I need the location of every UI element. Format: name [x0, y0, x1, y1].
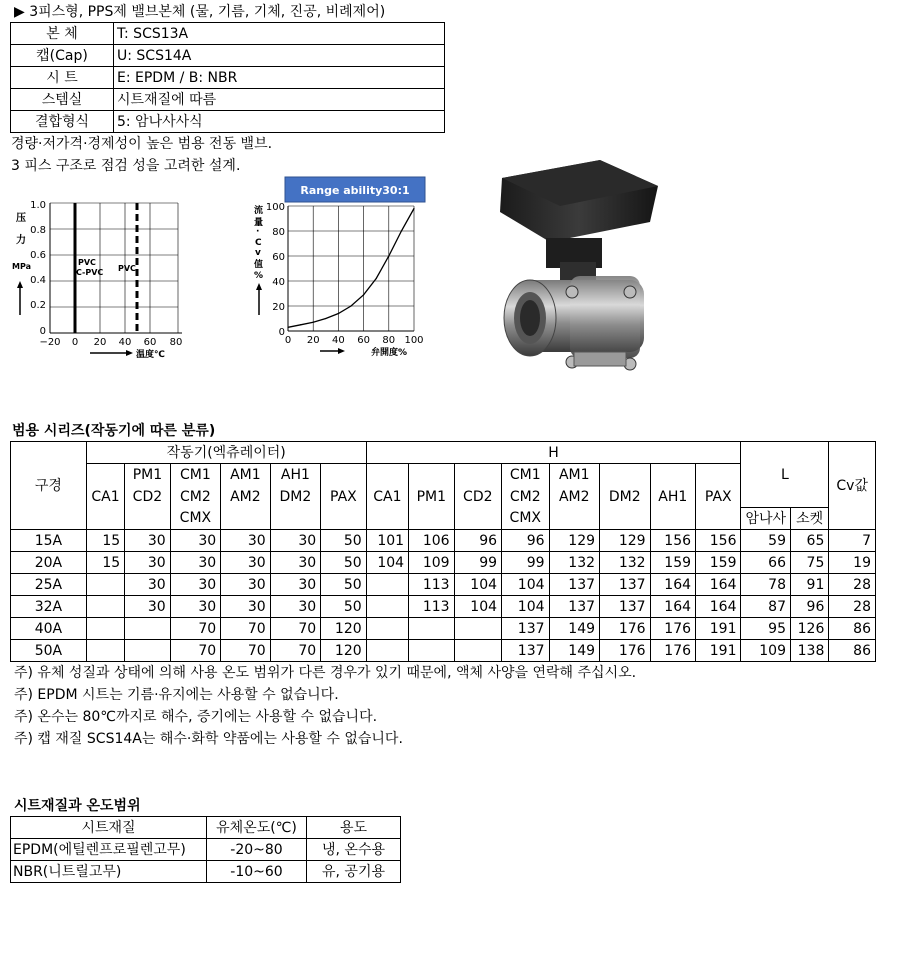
- cv-cell: 28: [829, 574, 876, 596]
- height-cell: 191: [696, 640, 741, 662]
- flow-characteristic-chart: [248, 175, 438, 365]
- series-col-header: DM2: [600, 486, 651, 508]
- series-col-header: CMX: [502, 508, 549, 530]
- spec-label: 본 체: [11, 23, 114, 45]
- range-ability-label: Range ability30:1: [300, 184, 410, 197]
- series-col-header: [600, 464, 651, 486]
- flow-xtick: 80: [382, 335, 396, 346]
- actuator-weight-cell: [86, 596, 124, 618]
- seat-table: [10, 816, 401, 883]
- spec-label: 캡(Cap): [11, 45, 114, 67]
- series-col-header: [86, 508, 124, 530]
- flow-point: [325, 318, 326, 319]
- length-cell: 138: [790, 640, 828, 662]
- length-cell: 65: [790, 530, 828, 552]
- height-cell: 137: [502, 618, 549, 640]
- actuator-weight-cell: 15: [86, 530, 124, 552]
- series-col-header: [321, 464, 366, 486]
- height-cell: 164: [696, 596, 741, 618]
- height-cell: 137: [600, 574, 651, 596]
- pt-xlabel: 温度℃: [136, 350, 165, 360]
- spec-value: 5: 암나사사식: [114, 111, 445, 133]
- height-cell: 149: [549, 618, 600, 640]
- flow-point: [376, 278, 377, 279]
- height-cell: [409, 640, 454, 662]
- spec-row: [11, 45, 445, 67]
- actuator-weight-cell: 30: [221, 596, 271, 618]
- valve-product-image: [490, 150, 670, 385]
- col-bore: 구경: [11, 442, 87, 530]
- pt-ytick: 0: [39, 326, 46, 337]
- length-cell: 126: [790, 618, 828, 640]
- actuator-weight-cell: 70: [170, 640, 221, 662]
- col-l-socket: 소켓: [790, 508, 828, 530]
- spec-label: 결합형식: [11, 111, 114, 133]
- spec-label: 스템실: [11, 89, 114, 111]
- height-cell: [409, 618, 454, 640]
- pt-ytick: 1.0: [30, 200, 46, 211]
- height-cell: 104: [366, 552, 408, 574]
- pt-yunit: MPa: [12, 262, 32, 271]
- series-col-header: [221, 508, 271, 530]
- spec-row: [11, 111, 445, 133]
- height-cell: 164: [650, 574, 695, 596]
- spec-value: U: SCS14A: [114, 45, 445, 67]
- series-col-header: [366, 508, 408, 530]
- cv-cell: 7: [829, 530, 876, 552]
- height-cell: [366, 596, 408, 618]
- height-cell: 104: [502, 596, 549, 618]
- actuator-weight-cell: 70: [270, 640, 321, 662]
- pt-ytick: 0.4: [30, 275, 46, 286]
- height-cell: 149: [549, 640, 600, 662]
- length-cell: 91: [790, 574, 828, 596]
- spec-label: 시 트: [11, 67, 114, 89]
- bore-cell: 40A: [11, 618, 87, 640]
- actuator-weight-cell: 70: [270, 618, 321, 640]
- flow-ylabel-char: 流: [254, 206, 264, 216]
- flow-point: [313, 322, 314, 323]
- actuator-weight-cell: 120: [321, 618, 366, 640]
- pt-yarrow-head: [17, 281, 23, 288]
- seat-temp: -20~80: [207, 839, 307, 861]
- height-cell: 156: [650, 530, 695, 552]
- height-cell: 156: [696, 530, 741, 552]
- seat-header: 시트재질: [11, 817, 207, 839]
- spec-row: [11, 67, 445, 89]
- flow-ytick: 60: [272, 252, 285, 263]
- flow-xtick: 60: [357, 335, 370, 346]
- cv-cell: 28: [829, 596, 876, 618]
- spec-row: [11, 89, 445, 111]
- series-col-header: [650, 464, 695, 486]
- actuator-weight-cell: 50: [321, 552, 366, 574]
- spec-row: [11, 23, 445, 45]
- series-col-header: CM2: [502, 486, 549, 508]
- seat-material: NBR(니트릴고무): [11, 861, 207, 883]
- note-line: 주) 온수는 80℃까지로 해수, 증기에는 사용할 수 없습니다.: [14, 709, 378, 725]
- pt-xarrow-head: [126, 350, 133, 356]
- spec-value: E: EPDM / B: NBR: [114, 67, 445, 89]
- actuator-weight-cell: 70: [221, 640, 271, 662]
- actuator-weight-cell: 70: [221, 618, 271, 640]
- height-cell: 113: [409, 596, 454, 618]
- bore-cell: 15A: [11, 530, 87, 552]
- height-cell: 137: [549, 574, 600, 596]
- pt-xtick: 80: [169, 337, 183, 348]
- height-cell: 104: [502, 574, 549, 596]
- height-cell: 109: [409, 552, 454, 574]
- pt-ylabel-char: 力: [16, 235, 26, 246]
- height-cell: 176: [650, 618, 695, 640]
- actuator-weight-cell: [125, 640, 170, 662]
- flow-point: [287, 327, 288, 328]
- series-col-header: PAX: [696, 486, 741, 508]
- description-line: 3 피스 구조로 점검 성을 고려한 설계.: [11, 158, 241, 174]
- spec-value: 시트재질에 따름: [114, 89, 445, 111]
- series-col-header: [454, 464, 501, 486]
- group-actuator: 작동기(엑츄레이터): [86, 442, 366, 464]
- series-col-header: AH1: [270, 464, 321, 486]
- spec-value: T: SCS13A: [114, 23, 445, 45]
- height-cell: 113: [409, 574, 454, 596]
- pt-xtick: 60: [143, 337, 157, 348]
- height-cell: 137: [600, 596, 651, 618]
- length-cell: 109: [741, 640, 791, 662]
- seat-row: [11, 839, 401, 861]
- height-cell: 164: [650, 596, 695, 618]
- series-col-header: [650, 508, 695, 530]
- height-cell: 176: [600, 640, 651, 662]
- series-col-header: [321, 508, 366, 530]
- height-cell: 176: [600, 618, 651, 640]
- actuator-weight-cell: [86, 618, 124, 640]
- flow-ylabel-char: 值: [254, 260, 264, 270]
- actuator-weight-cell: 50: [321, 530, 366, 552]
- series-col-header: [409, 464, 454, 486]
- flow-point: [350, 305, 351, 306]
- height-cell: [366, 618, 408, 640]
- seat-material: EPDM(에틸렌프로필렌고무): [11, 839, 207, 861]
- pressure-temperature-chart: [10, 195, 200, 365]
- actuator-weight-cell: 70: [170, 618, 221, 640]
- actuator-weight-cell: 120: [321, 640, 366, 662]
- height-cell: 191: [696, 618, 741, 640]
- series-col-header: [454, 508, 501, 530]
- series-col-header: AM2: [549, 486, 600, 508]
- series-col-header: [86, 464, 124, 486]
- length-cell: 78: [741, 574, 791, 596]
- height-cell: 106: [409, 530, 454, 552]
- valve-bottom-flange: [574, 352, 626, 366]
- flow-point: [363, 294, 364, 295]
- flow-xtick: 20: [306, 335, 320, 346]
- series-header-row: [11, 442, 876, 464]
- series-row: [11, 530, 876, 552]
- height-cell: 129: [600, 530, 651, 552]
- cv-cell: 86: [829, 640, 876, 662]
- actuator-weight-cell: 30: [125, 596, 170, 618]
- series-table: [10, 441, 876, 662]
- actuator-weight-cell: 30: [270, 596, 321, 618]
- actuator-weight-cell: [125, 618, 170, 640]
- length-cell: 87: [741, 596, 791, 618]
- series-col-header: AM1: [549, 464, 600, 486]
- flow-curve: [288, 209, 414, 328]
- actuator-weight-cell: 50: [321, 596, 366, 618]
- note-line: 주) 유체 성질과 상태에 의해 사용 온도 범위가 다른 경우가 있기 때문에, 액체 사양을 연락해 주십시오.: [14, 665, 637, 681]
- series-col-header: CMX: [170, 508, 221, 530]
- flow-ytick: 80: [272, 227, 285, 238]
- series-row: [11, 640, 876, 662]
- bore-cell: 20A: [11, 552, 87, 574]
- pt-xtick: −20: [39, 337, 61, 348]
- pt-xtick: 40: [118, 337, 132, 348]
- flow-ylabel-char: v: [255, 248, 261, 258]
- series-col-header: AM2: [221, 486, 271, 508]
- series-row: [11, 552, 876, 574]
- flow-xtick: 40: [332, 335, 345, 346]
- seat-use: 냉, 온수용: [307, 839, 401, 861]
- length-cell: 96: [790, 596, 828, 618]
- height-cell: 164: [696, 574, 741, 596]
- actuator-weight-cell: 15: [86, 552, 124, 574]
- height-cell: [366, 574, 408, 596]
- bolt: [624, 286, 636, 298]
- height-cell: 132: [549, 552, 600, 574]
- seat-header: 용도: [307, 817, 401, 839]
- pt-ytick: 0.2: [30, 300, 46, 311]
- height-cell: [366, 640, 408, 662]
- series-col-header: DM2: [270, 486, 321, 508]
- flow-xtick: 100: [404, 335, 424, 346]
- series-col-header: [549, 508, 600, 530]
- length-cell: 66: [741, 552, 791, 574]
- height-cell: 104: [454, 596, 501, 618]
- length-cell: 75: [790, 552, 828, 574]
- flow-xarrow-head: [338, 348, 345, 354]
- actuator-weight-cell: 50: [321, 574, 366, 596]
- height-cell: 159: [696, 552, 741, 574]
- series-row: [11, 596, 876, 618]
- height-cell: 104: [454, 574, 501, 596]
- series-col-header: AM1: [221, 464, 271, 486]
- note-line: 주) EPDM 시트는 기름·유지에는 사용할 수 없습니다.: [14, 687, 339, 703]
- actuator-weight-cell: 30: [170, 530, 221, 552]
- series-section-title: 범용 시리즈(작동기에 따른 분류): [12, 423, 216, 439]
- seat-section-title: 시트재질과 온도범위: [14, 798, 141, 814]
- seat-row: [11, 861, 401, 883]
- group-l: L: [741, 442, 829, 508]
- actuator-weight-cell: 30: [221, 530, 271, 552]
- height-cell: 101: [366, 530, 408, 552]
- height-cell: [454, 640, 501, 662]
- col-cv: Cv값: [829, 442, 876, 530]
- seat-temp: -10~60: [207, 861, 307, 883]
- flow-ytick: 20: [272, 302, 285, 313]
- series-col-header: CA1: [366, 486, 408, 508]
- series-row: [11, 618, 876, 640]
- bore-cell: 50A: [11, 640, 87, 662]
- flow-ytick: 40: [272, 277, 285, 288]
- series-col-header: PAX: [321, 486, 366, 508]
- length-cell: 59: [741, 530, 791, 552]
- group-h: H: [366, 442, 741, 464]
- pt-ytick: 0.6: [30, 250, 46, 261]
- height-cell: [454, 618, 501, 640]
- bolt: [566, 286, 578, 298]
- height-cell: 96: [502, 530, 549, 552]
- spec-table: [10, 22, 445, 133]
- height-cell: 176: [650, 640, 695, 662]
- flow-ylabel-char: 量: [254, 218, 264, 228]
- height-cell: 96: [454, 530, 501, 552]
- actuator-weight-cell: 30: [170, 574, 221, 596]
- page-title: ▶ 3피스형, PPS제 밸브본체 (물, 기름, 기체, 진공, 비례제어): [14, 4, 386, 20]
- flow-ylabel-char: C: [255, 238, 262, 248]
- actuator-weight-cell: 30: [221, 552, 271, 574]
- seat-use: 유, 공기용: [307, 861, 401, 883]
- pt-label-cpvc: C-PVC: [76, 268, 104, 277]
- series-col-header: [125, 508, 170, 530]
- series-col-header: [366, 464, 408, 486]
- pt-ylabel-char: 压: [16, 213, 26, 224]
- series-row: [11, 574, 876, 596]
- pt-grid: [50, 203, 178, 333]
- actuator-weight-cell: 30: [125, 552, 170, 574]
- series-col-header: CD2: [454, 486, 501, 508]
- flow-point: [413, 208, 414, 209]
- series-col-header: CA1: [86, 486, 124, 508]
- series-header-row: [11, 508, 876, 530]
- cv-cell: 86: [829, 618, 876, 640]
- actuator-weight-cell: [86, 640, 124, 662]
- flow-point: [338, 313, 339, 314]
- height-cell: 137: [502, 640, 549, 662]
- col-l-female: 암나사: [741, 508, 791, 530]
- height-cell: 159: [650, 552, 695, 574]
- series-col-header: [696, 508, 741, 530]
- valve-port-inner: [520, 300, 540, 336]
- actuator-weight-cell: 30: [221, 574, 271, 596]
- pt-label-pvc2: PVC: [118, 264, 136, 273]
- flow-ylabel-char: ·: [256, 227, 260, 237]
- actuator-weight-cell: 30: [270, 552, 321, 574]
- flow-point: [300, 324, 301, 325]
- series-col-header: CM1: [170, 464, 221, 486]
- pt-xtick: 0: [71, 337, 79, 348]
- pt-label-pvc: PVC: [78, 258, 96, 267]
- actuator-weight-cell: 30: [270, 574, 321, 596]
- bore-cell: 25A: [11, 574, 87, 596]
- flow-xlabel: 弁開度%: [371, 348, 408, 358]
- actuator-weight-cell: 30: [125, 530, 170, 552]
- height-cell: 132: [600, 552, 651, 574]
- flow-ylabel-char: %: [254, 271, 264, 281]
- actuator-weight-cell: 30: [270, 530, 321, 552]
- height-cell: 99: [454, 552, 501, 574]
- series-col-header: [270, 508, 321, 530]
- description-line: 경량·저가격·경제성이 높은 범용 전동 밸브.: [11, 136, 273, 152]
- flow-yarrow-head: [256, 283, 262, 290]
- height-cell: 137: [549, 596, 600, 618]
- note-line: 주) 캡 재질 SCS14A는 해수·화학 약품에는 사용할 수 없습니다.: [14, 731, 403, 747]
- series-col-header: CD2: [125, 486, 170, 508]
- flow-point: [388, 255, 389, 256]
- actuator-weight-cell: 30: [170, 552, 221, 574]
- flow-point: [401, 230, 402, 231]
- series-col-header: CM1: [502, 464, 549, 486]
- pt-xtick: 20: [93, 337, 107, 348]
- cv-cell: 19: [829, 552, 876, 574]
- series-col-header: [696, 464, 741, 486]
- series-col-header: [409, 508, 454, 530]
- length-cell: 95: [741, 618, 791, 640]
- flow-ytick: 0: [278, 327, 285, 338]
- actuator-weight-cell: [86, 574, 124, 596]
- actuator-weight-cell: 30: [125, 574, 170, 596]
- flow-ytick: 100: [265, 202, 285, 213]
- flow-xtick: 0: [284, 335, 292, 346]
- series-col-header: [600, 508, 651, 530]
- seat-header-row: [11, 817, 401, 839]
- series-col-header: PM1: [409, 486, 454, 508]
- bore-cell: 32A: [11, 596, 87, 618]
- series-col-header: AH1: [650, 486, 695, 508]
- series-col-header: CM2: [170, 486, 221, 508]
- height-cell: 129: [549, 530, 600, 552]
- actuator-weight-cell: 30: [170, 596, 221, 618]
- seat-header: 유체온도(℃): [207, 817, 307, 839]
- pt-ytick: 0.8: [30, 225, 46, 236]
- series-col-header: PM1: [125, 464, 170, 486]
- height-cell: 99: [502, 552, 549, 574]
